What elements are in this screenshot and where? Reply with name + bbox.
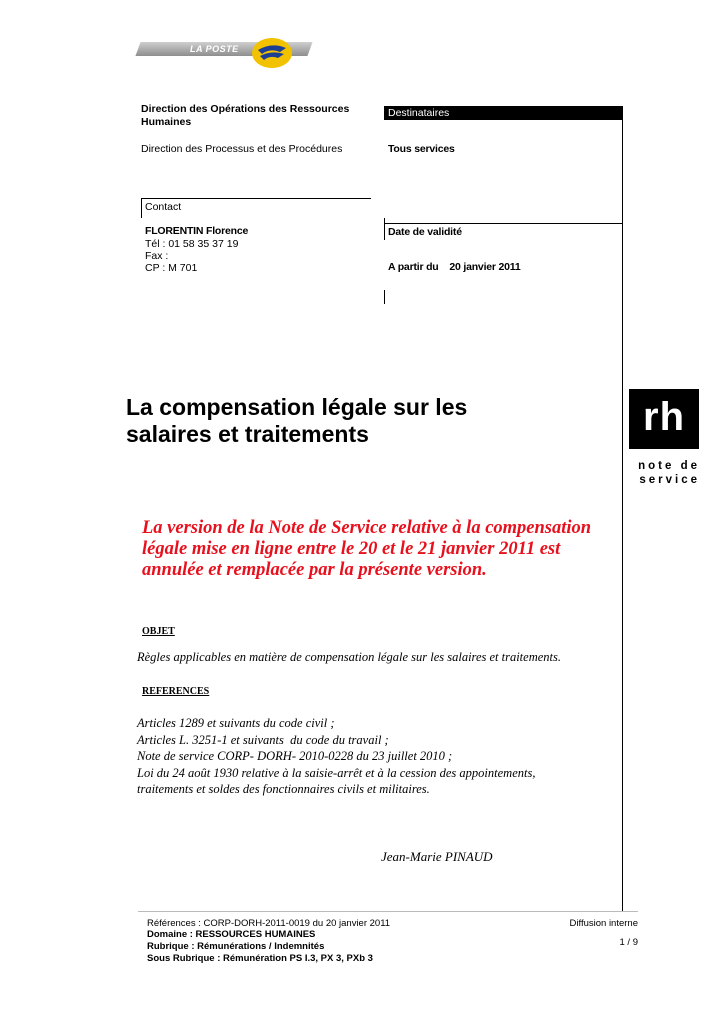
la-poste-bird-icon [250,36,294,72]
validity-top-line [384,223,622,224]
reference-line: Note de service CORP- DORH- 2010-0228 du 23 juillet 2010 ; [137,749,453,763]
footer-sous-rubrique: Sous Rubrique : Rémunération PS I.3, PX 3, PXb 3 [147,953,373,964]
destinataires-value: Tous services [388,143,455,155]
note-de-line: note de [638,460,700,472]
footer-rubrique: Rubrique : Rémunérations / Indemnités [147,941,325,952]
reference-line: Loi du 24 août 1930 relative à la saisie-arrêt et à la cession des appointements, [137,765,536,780]
page-title [126,394,586,448]
contact-left-line [141,198,142,218]
reference-line: Articles L. 3251-1 et suivants du code du travail ; [137,732,389,747]
contact-top-line [141,198,371,199]
validity-bottom-line [384,290,385,304]
cancellation-notice: La version de la Note de Service relative à la compensation légale mise en ligne entre le 20 et le 21 janvier 2011 est annulée et remplacée par la présente version. [142,518,592,580]
validity-label: Date de validité [388,226,462,238]
footer-domaine: Domaine : RESSOURCES HUMAINES [147,929,316,940]
rh-badge-text: rh [643,395,685,439]
title-line2: salaires et traitements [126,421,369,447]
contact-name: FLORENTIN Florence [145,225,249,237]
org-sub: Direction des Processus et des Procédures [141,143,343,155]
title-line1: La compensation légale sur les [126,394,468,420]
references-list [137,715,607,798]
footer-divider [138,911,638,912]
destinataires-label: Destinataires [388,107,450,119]
footer-diffusion: Diffusion interne [569,918,638,929]
reference-line: Articles 1289 et suivants du code civil ; [137,716,335,730]
page-number: 1 / 9 [619,937,638,948]
validity-value: A partir du 20 janvier 2011 [388,261,521,273]
reference-line: traitements et soldes des fonctionnaires civils et militaires. [137,782,430,796]
frame-right-line [622,106,623,912]
validity-left-line [384,218,385,240]
contact-label: Contact [145,201,182,213]
org-name-line1: Direction des Opérations des Ressources [141,103,350,115]
la-poste-logo [138,36,318,72]
footer-refs: Références : CORP-DORH-2011-0019 du 20 janvier 2011 [147,918,391,929]
contact-tel: Tél : 01 58 35 37 19 [145,238,239,250]
signature: Jean-Marie PINAUD [381,849,493,864]
note-de-service-label [612,459,700,487]
org-name-line2: Humaines [141,116,192,128]
objet-heading: OBJET [142,626,175,637]
service-line: service [639,474,700,486]
objet-text: Règles applicables en matière de compensation légale sur les salaires et traitements. [137,650,561,664]
references-heading: REFERENCES [142,686,210,697]
logo-text: LA POSTE [190,44,239,54]
contact-cp: CP : M 701 [145,262,198,274]
contact-fax: Fax : [145,250,169,262]
